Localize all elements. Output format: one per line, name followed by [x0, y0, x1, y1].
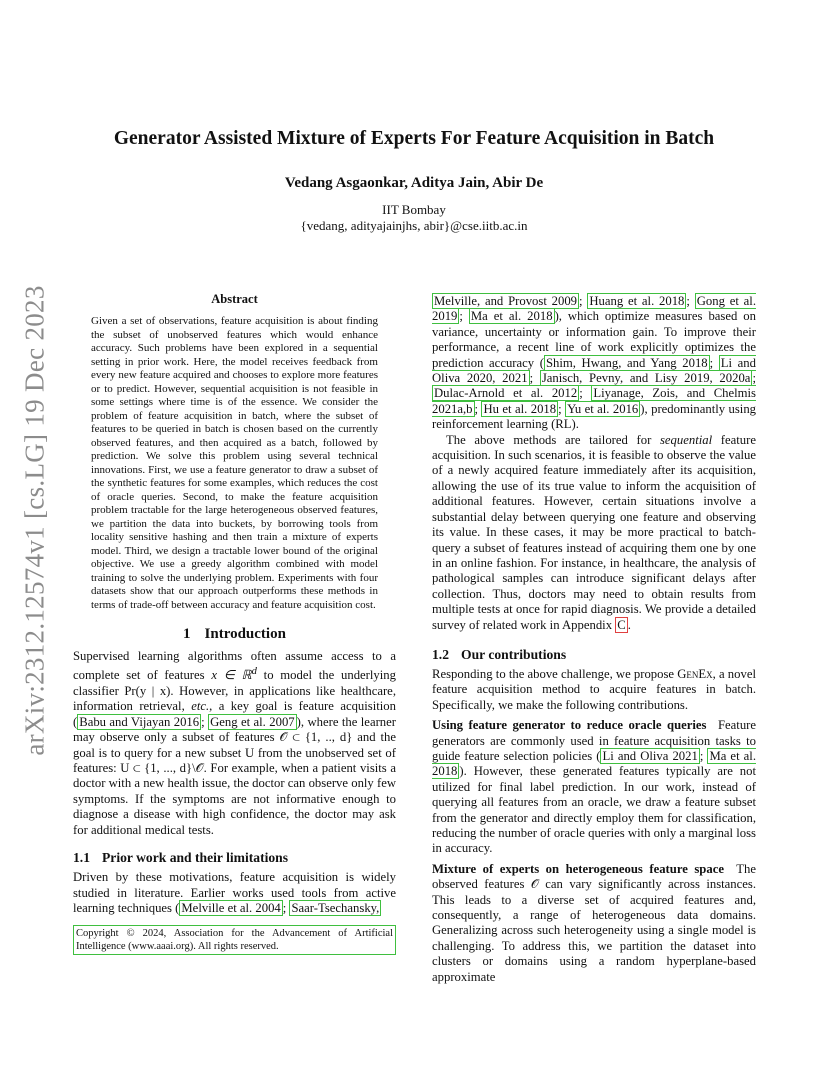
subsection-number: 1.2 — [432, 646, 449, 662]
method-name: GenEx — [677, 666, 713, 681]
affiliation: IIT Bombay — [382, 202, 446, 217]
arxiv-identifier-stamp — [10, 285, 60, 755]
citation-link[interactable]: Ma et al. 2018 — [432, 748, 756, 779]
citation-link[interactable]: Melville et al. 2004 — [181, 900, 281, 915]
citation-link[interactable]: Shim, Hwang, and Yang 2018 — [545, 355, 708, 370]
citation-link[interactable]: Yu et al. 2016 — [567, 401, 639, 416]
affiliation-block — [0, 202, 828, 234]
subsection-title: Our contributions — [461, 646, 567, 662]
section-number: 1 — [183, 626, 191, 642]
copyright-notice[interactable]: Copyright © 2024, Association for the Advancement of Artificial Intelligence (www.aaai.org). All rights reserved. — [73, 925, 396, 955]
citation-link[interactable]: Babu and Vijayan 2016 — [79, 714, 200, 729]
mixture-of-experts-paragraph: Mixture of experts on heterogeneous feature space The observed features 𝒪 can vary significantly across instances. This leads to a diverse set of acquired features and, consequently, a range of heterogeneous data domains. Generalizing across such heterogeneity using a single model is challenging. To address this, we partition the dataset into clusters or domains using a random hyperplane-based approximate — [432, 861, 756, 984]
section-title: Introduction — [204, 626, 286, 642]
citation-link[interactable]: Hu et al. 2018 — [483, 401, 557, 416]
abstract-heading: Abstract — [211, 292, 258, 306]
citation-link[interactable]: Melville, and Provost 2009 — [434, 294, 578, 308]
subsection-title: Prior work and their limitations — [102, 850, 289, 866]
citation-link[interactable]: Li and Oliva 2020, 2021 — [432, 355, 756, 386]
feature-generator-paragraph: Using feature generator to reduce oracle queries Feature generators are commonly used in feature acquisition tasks to guide feature selection policies ( Li and Oliva 2021 ; Ma et al. 2018 ). However, these generated features typically are not utilized for final label prediction. In our work, instead of querying all features from an oracle, we draw a feature subset from the generator and directly employ them for classification, reducing the number of oracle queries with only a marginal loss in accuracy. — [432, 718, 757, 856]
author-emails: {vedang, adityajainjhs, abir}@cse.iitb.ac.in — [300, 218, 528, 233]
left-column — [73, 292, 396, 916]
citation-link[interactable]: Geng et al. 2007 — [210, 714, 295, 729]
arxiv-id-text: arXiv:2312.12574v1 [cs.LG] 19 Dec 2023 — [19, 284, 50, 756]
citation-link[interactable]: Dulac-Arnold et al. 2012 — [434, 386, 578, 401]
author-list: Vedang Asgaonkar, Aditya Jain, Abir De — [284, 175, 544, 191]
citation-link[interactable]: Ma et al. 2018 — [470, 309, 553, 324]
abstract-text: Given a set of observations, feature acquisition is about finding the subset of unobserved features which would enhance accuracy. Such problems have been explored in a sequential setting in prior work. Here, the model receives feedback from every new feature acquired and chooses to explore more features or to predict. However, sequential acquisition is not feasible in some settings where time is of the essence. We consider the problem of feature acquisition in batch, where the subset of features to be queried in batch is chosen based on the currently observed features, and then acquired as a batch, followed by prediction. We solve this problem using several technical innovations. First, we use a feature generator to draw a subset of the synthetic features for some examples, which reduces the cost of oracle queries. Second, to make the feature acquisition problem tractable for the large heterogeneous observed features, we partition the data into buckets, by borrowing tools from locality sensitive hashing and then train a mixture of experts model. Third, we design a tractable lower bound of the original objective. We use a greedy algorithm combined with model training to solve the underlying problem. Experiments with four datasets show that our approach outperforms these methods in terms of trade-off between accuracy and feature acquisition cost. — [91, 315, 378, 611]
citation-link[interactable]: Li and Oliva 2021 — [602, 748, 698, 763]
right-column — [432, 294, 756, 985]
citation-link[interactable]: Gong et al. 2019 — [432, 294, 756, 324]
sequential-paragraph: The above methods are tailored for sequential feature acquisition. In such scenarios, it is feasible to observe the value of a newly acquired feature immediately after its acquisition, allowing the use of its true value to inform the acquisition of additional features. However, certain situations involve a substantial delay between querying one feature and observing its value. In these cases, it may be more practical to batch-query a subset of features instead of acquiring them one by one in an online fashion. For instance, in healthcare, the analysis of pathological samples can introduce significant delays after collection. Thus, doctors may need to obtain results from multiple tests at once for rapid diagnosis. We provide a detailed survey of related work in Appendix C . — [432, 432, 756, 632]
citation-link[interactable]: Janisch, Pevny, and Lisy 2019, 2020a — [541, 371, 751, 386]
section-introduction-heading — [73, 626, 396, 643]
citation-link[interactable]: Saar-Tsechansky, — [291, 900, 380, 915]
citation-link[interactable]: Liyanage, Zois, and Chelmis 2021a,b — [432, 386, 756, 416]
related-work-paragraph: Melville, and Provost 2009 ; Huang et al. 2018 ; Gong et al. 2019 ; Ma et al. 2018 ), which optimize measures based on variance, uncertainty or information gain. To improve their performance, a recent line of work explicitly optimizes the prediction accuracy ( Shim, Hwang, and Yang 2018 ; Li and Oliva 2020, 2021 ; Janisch, Pevny, and Lisy 2019, 2020a ; Dulac-Arnold et al. 2012 ; Liyanage, Zois, and Chelmis 2021a,b ; Hu et al. 2018 ; Yu et al. 2016 ), predominantly using reinforcement learning (RL). — [432, 294, 757, 432]
appendix-link[interactable]: C — [617, 617, 626, 632]
citation-link[interactable]: Huang et al. 2018 — [589, 294, 685, 308]
paper-title: Generator Assisted Mixture of Experts For Feature Acquisition in Batch — [113, 128, 715, 149]
subsection-prior-work-heading — [73, 850, 396, 866]
prior-work-paragraph: Driven by these motivations, feature acquisition is widely studied in literature. Earlier works used tools from active learning techniques ( Melville et al. 2004 ; Saar-Tsechansky, — [73, 870, 396, 915]
contributions-intro: Responding to the above challenge, we propose GenEx, a novel feature acquisition method to acquire features in batch. Specifically, we make the following contributions. — [432, 666, 756, 712]
subsection-contributions-heading — [432, 647, 756, 663]
intro-paragraph: Supervised learning algorithms often assume access to a complete set of features x ∈ ℝ$^d$ to model the underlying classifier Pr(y | x). However, in applications like healthcare, information retrieval, etc., a key goal is feature acquisition ( Babu and Vijayan 2016 ; Geng et al. 2007 ), where the learner may observe only a subset of features 𝒪 ⊂ {1, .., d} and the goal is to query for a new subset U from the unobserved set of features: U ⊂ {1, ..., d}\𝒪. For example, when a patient visits a doctor with a new health issue, the doctor can observe only few symptoms. If the symptoms are not informative enough to diagnose a disease with high confidence, the doctor may ask for additional medical tests. — [73, 649, 396, 837]
subsection-number: 1.1 — [73, 850, 90, 866]
